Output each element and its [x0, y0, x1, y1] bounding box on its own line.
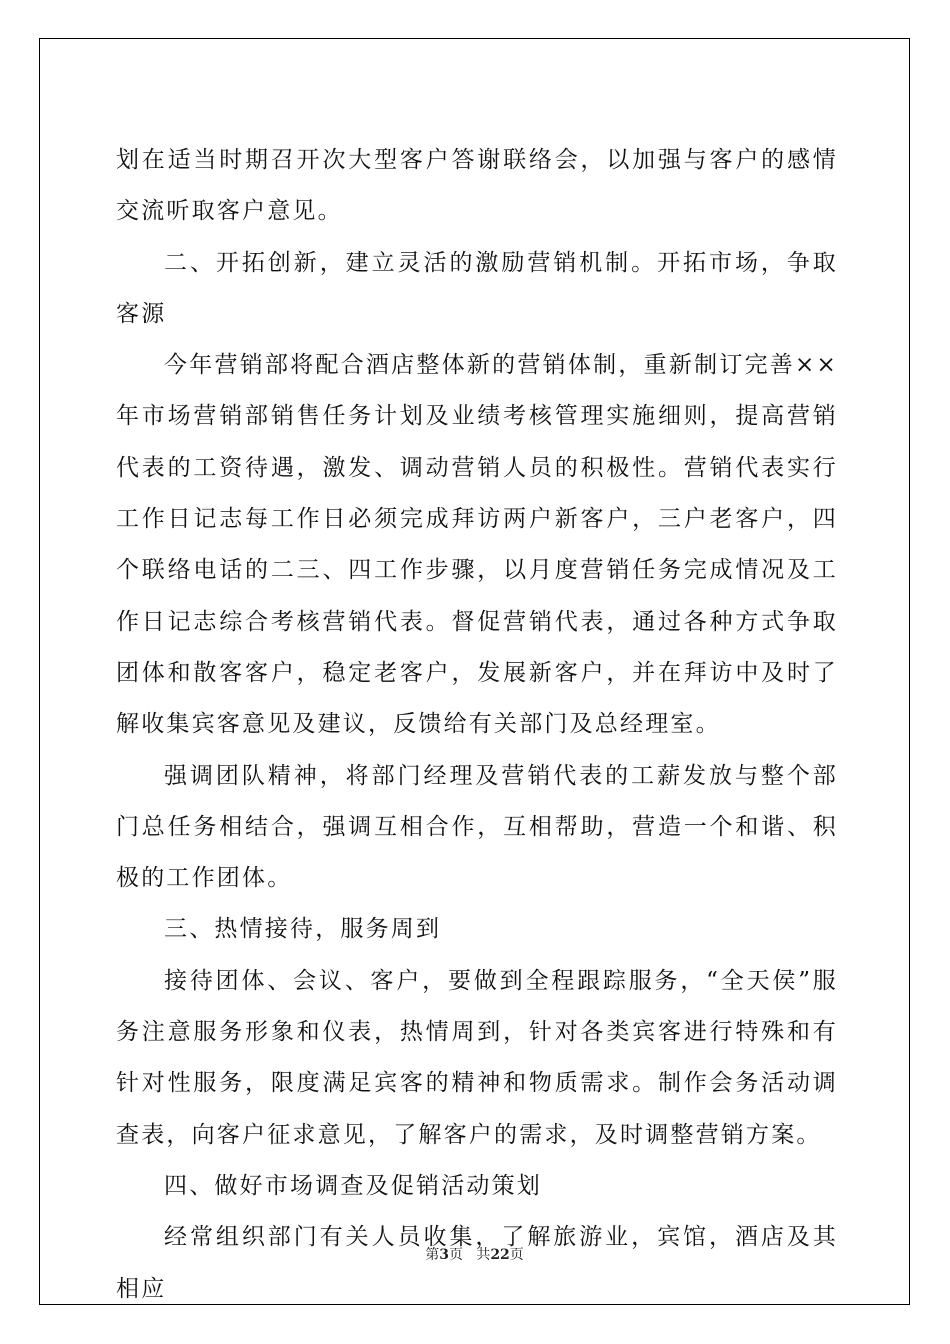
paragraph-3: 今年营销部将配合酒店整体新的营销体制，重新制订完善××年市场营销部销售任务计划及业绩考核管理实施细则，提高营销代表的工资待遇，激发、调动营销人员的积极性。营销代表实行工作日记志每工作日必须完成拜访两户新客户，三户老客户，四个联络电话的二三、四工作步骤，以月度营销任务完成情况及工作日记志综合考核营销代表。督促营销代表，通过各种方式争取团体和散客客户，稳定老客户，发展新客户，并在拜访中及时了解收集宾客意见及建议，反馈给有关部门及总经理室。 [116, 352, 838, 738]
paragraph-4: 强调团队精神，将部门经理及营销代表的工薪发放与整个部门总任务相结合，强调互相合作，互相帮助，营造一个和谐、积极的工作团体。 [116, 762, 838, 892]
document-body [116, 135, 838, 1315]
paragraph-7-heading: 四、做好市场调查及促销活动策划 [164, 1172, 542, 1199]
paragraph-6: 接待团体、会议、客户，要做到全程跟踪服务，“全天侯”服务注意服务形象和仪表，热情周到，针对各类宾客进行特殊和有针对性服务，限度满足宾客的精神和物质需求。制作会务活动调查表，向客户征求意见，了解客户的需求，及时调整营销方案。 [116, 967, 838, 1148]
paragraph-1: 划在适当时期召开次大型客户答谢联络会，以加强与客户的感情交流听取客户意见。 [116, 147, 838, 225]
paragraph-2-heading: 二、开拓创新，建立灵活的激励营销机制。开拓市场，争取客源 [116, 249, 838, 327]
paragraph-8: 经常组织部门有关人员收集，了解旅游业，宾馆，酒店及其相应 [116, 1224, 838, 1302]
current-page-number: 3 [439, 1247, 449, 1263]
page-suffix: 页 [448, 1247, 463, 1263]
total-suffix: 页 [509, 1247, 524, 1263]
total-pages-number: 22 [490, 1247, 510, 1263]
page-number-footer [40, 1244, 909, 1264]
total-prefix: 共 [476, 1247, 491, 1263]
paragraph-5-heading: 三、热情接待，服务周到 [164, 916, 442, 943]
page-prefix: 第 [425, 1247, 440, 1263]
document-page [39, 38, 910, 1305]
